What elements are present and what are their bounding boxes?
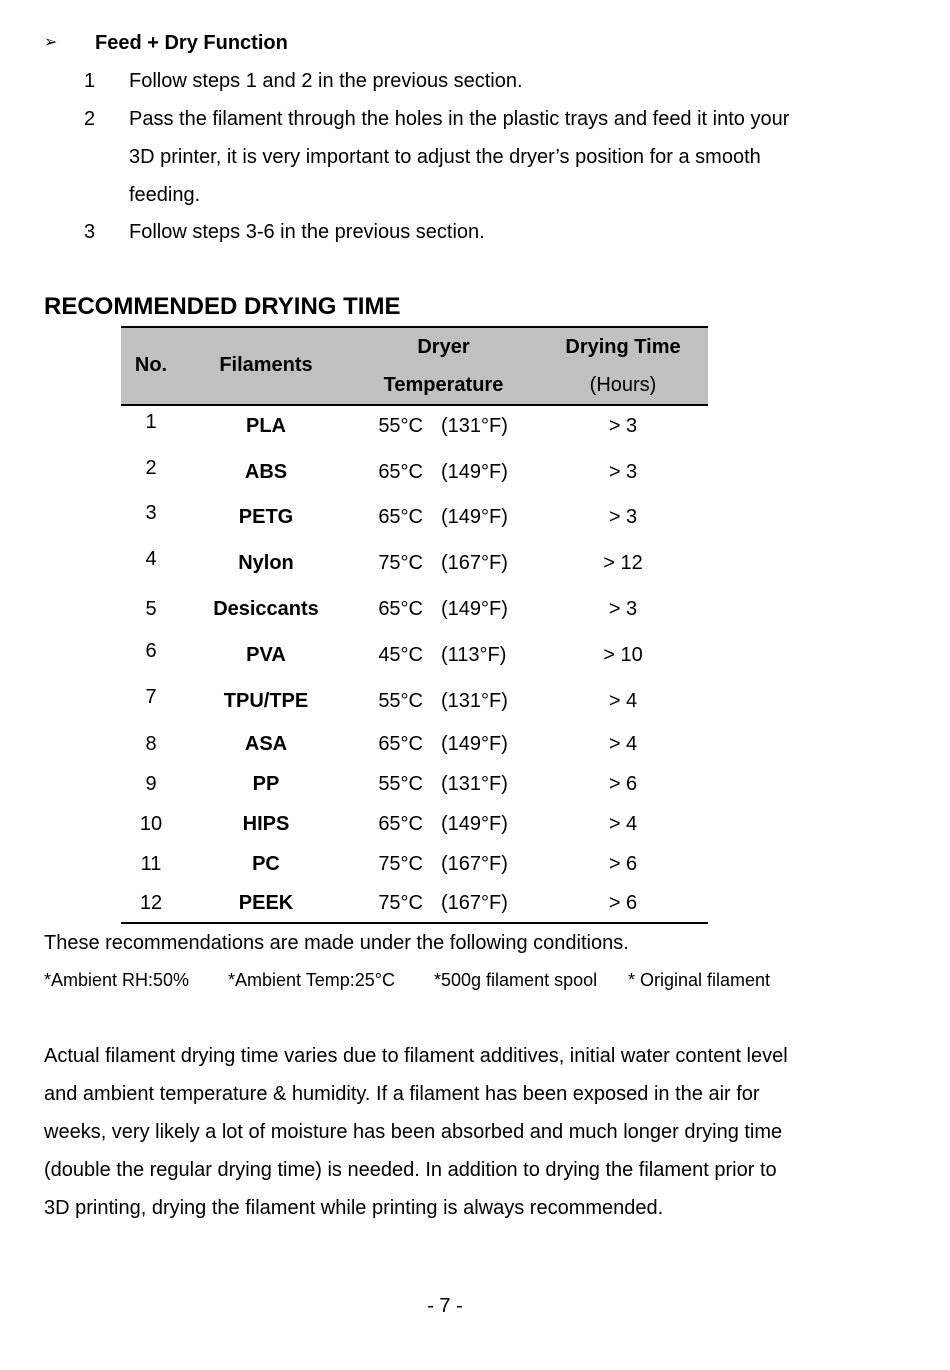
row-temp-f: (149°F) — [441, 733, 508, 755]
header-filaments: Filaments — [219, 354, 313, 376]
conditions-intro: These recommendations are made under the following conditions. — [44, 932, 629, 954]
row-temp-f: (131°F) — [441, 690, 508, 712]
row-filament: PETG — [238, 506, 294, 528]
row-temp-f: (149°F) — [441, 598, 508, 620]
row-filament: HIPS — [242, 813, 290, 835]
row-time: > 6 — [608, 773, 638, 795]
row-no: 6 — [145, 640, 157, 662]
row-filament: PEEK — [238, 892, 294, 914]
row-temp-f: (149°F) — [441, 506, 508, 528]
row-no: 7 — [145, 686, 157, 708]
header-temp-line1: Dryer — [417, 336, 470, 358]
step-text: Follow steps 3-6 in the previous section. — [129, 221, 485, 243]
table-row — [121, 813, 708, 843]
condition-item: *Ambient RH:50% — [44, 970, 190, 990]
row-time: > 4 — [608, 690, 638, 712]
row-temp-c: 75°C — [378, 853, 423, 875]
row-time: > 10 — [603, 644, 643, 666]
table-row — [121, 892, 708, 922]
row-temp-c: 65°C — [378, 506, 423, 528]
row-temp-c: 65°C — [378, 461, 423, 483]
row-no: 2 — [145, 457, 157, 479]
row-temp-c: 75°C — [378, 552, 423, 574]
row-time: > 6 — [608, 892, 638, 914]
table-row — [121, 502, 708, 536]
row-temp-f: (131°F) — [441, 773, 508, 795]
drying-table — [121, 326, 708, 406]
row-time: > 12 — [603, 552, 643, 574]
table-row — [121, 686, 708, 720]
header-time-line2: (Hours) — [589, 374, 657, 396]
page-number: - 7 - — [427, 1295, 463, 1317]
row-filament: PC — [252, 853, 280, 875]
row-temp-f: (149°F) — [441, 813, 508, 835]
table-row — [121, 773, 708, 803]
row-no: 12 — [139, 892, 163, 914]
row-no: 9 — [145, 773, 157, 795]
table-row — [121, 733, 708, 763]
row-temp-c: 65°C — [378, 813, 423, 835]
condition-item: *500g filament spool — [434, 970, 598, 990]
row-filament: ASA — [244, 733, 288, 755]
step-number: 2 — [84, 108, 96, 130]
row-temp-f: (113°F) — [441, 644, 507, 666]
row-no: 5 — [145, 598, 157, 620]
row-temp-c: 55°C — [378, 415, 423, 437]
bullet-arrow-icon: ➢ — [44, 34, 58, 51]
table-row — [121, 457, 708, 491]
step-number: 1 — [84, 70, 96, 92]
table-row — [121, 640, 708, 674]
header-no: No. — [134, 354, 168, 376]
row-temp-f: (131°F) — [441, 415, 508, 437]
table-row — [121, 411, 708, 445]
section-title: RECOMMENDED DRYING TIME — [44, 293, 401, 320]
note-line: Actual filament drying time varies due to filament additives, initial water content level — [44, 1045, 788, 1067]
row-temp-c: 65°C — [378, 598, 423, 620]
row-temp-c: 45°C — [378, 644, 423, 666]
row-time: > 3 — [608, 598, 638, 620]
row-temp-f: (167°F) — [441, 552, 508, 574]
table-row — [121, 598, 708, 628]
row-no: 3 — [145, 502, 157, 524]
row-filament: TPU/TPE — [223, 690, 309, 712]
table-row — [121, 548, 708, 582]
row-no: 10 — [139, 813, 163, 835]
step-number: 3 — [84, 221, 96, 243]
table-bottom-rule — [121, 922, 708, 924]
table-row — [121, 853, 708, 883]
row-time: > 3 — [608, 415, 638, 437]
note-line: and ambient temperature & humidity. If a filament has been exposed in the air for — [44, 1083, 760, 1105]
step-text: 3D printer, it is very important to adjust the dryer’s position for a smooth — [129, 146, 761, 168]
row-temp-f: (167°F) — [441, 892, 508, 914]
condition-item: * Original filament — [628, 970, 771, 990]
row-temp-f: (149°F) — [441, 461, 508, 483]
row-no: 4 — [145, 548, 157, 570]
row-temp-f: (167°F) — [441, 853, 508, 875]
table-header — [121, 326, 708, 406]
row-filament: PLA — [246, 415, 286, 437]
row-filament: Nylon — [238, 552, 294, 574]
row-filament: PP — [252, 773, 280, 795]
step-text: feeding. — [129, 184, 201, 206]
row-no: 11 — [140, 853, 162, 875]
row-no: 8 — [145, 733, 157, 755]
header-time-line1: Drying Time — [565, 336, 681, 358]
header-temp-line2: Temperature — [383, 374, 504, 396]
feed-dry-title: Feed + Dry Function — [95, 32, 288, 54]
step-text: Follow steps 1 and 2 in the previous section. — [129, 70, 523, 92]
note-line: weeks, very likely a lot of moisture has been absorbed and much longer drying time — [44, 1121, 783, 1143]
row-temp-c: 55°C — [378, 690, 423, 712]
row-time: > 4 — [608, 733, 638, 755]
row-temp-c: 65°C — [378, 733, 423, 755]
row-temp-c: 55°C — [378, 773, 423, 795]
condition-item: *Ambient Temp:25°C — [228, 970, 395, 990]
note-line: 3D printing, drying the filament while printing is always recommended. — [44, 1197, 664, 1219]
row-filament: ABS — [244, 461, 288, 483]
row-filament: Desiccants — [213, 598, 319, 620]
row-time: > 6 — [608, 853, 638, 875]
row-time: > 4 — [608, 813, 638, 835]
step-text: Pass the filament through the holes in the plastic trays and feed it into your — [129, 108, 790, 130]
row-filament: PVA — [246, 644, 286, 666]
row-time: > 3 — [608, 461, 638, 483]
note-line: (double the regular drying time) is needed. In addition to drying the filament prior to — [44, 1159, 777, 1181]
row-time: > 3 — [608, 506, 638, 528]
row-no: 1 — [145, 411, 157, 433]
row-temp-c: 75°C — [378, 892, 423, 914]
